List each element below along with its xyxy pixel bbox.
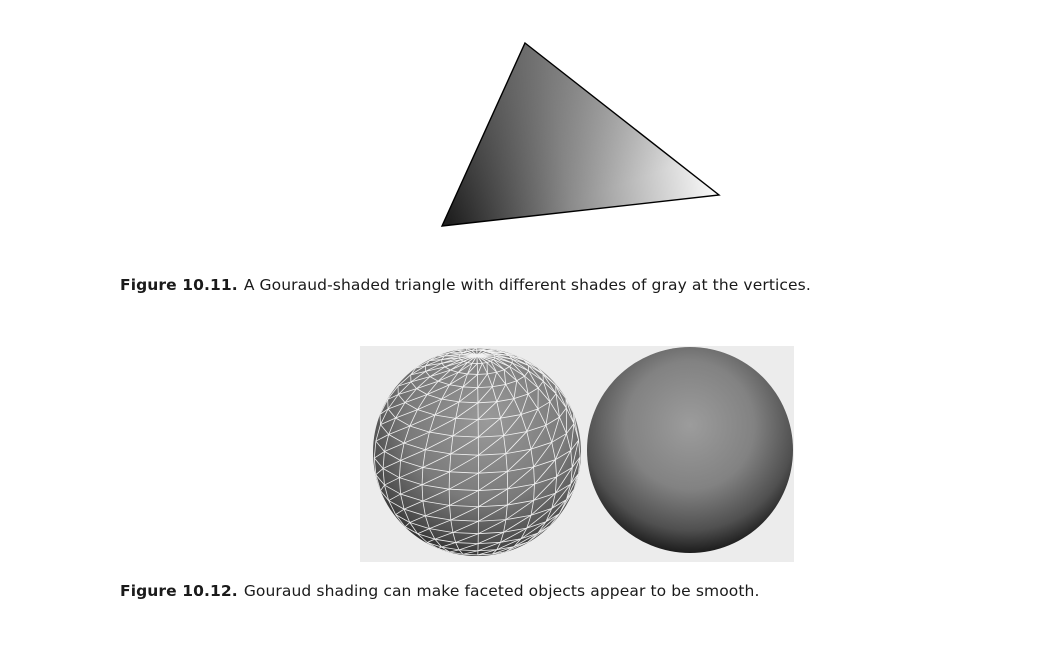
figure-label: Figure 10.11. xyxy=(120,276,238,294)
figure-caption-10-11 xyxy=(120,275,811,295)
spheres-figure xyxy=(360,346,794,562)
figure-caption-10-12 xyxy=(120,581,760,601)
figure-caption-text: A Gouraud-shaded triangle with different shades of gray at the vertices. xyxy=(243,276,811,294)
smooth-shaded-sphere xyxy=(587,347,793,553)
gouraud-triangle-figure xyxy=(430,30,730,240)
wireframe-edge xyxy=(487,362,488,373)
figure-label: Figure 10.12. xyxy=(120,582,238,600)
figure-caption-text: Gouraud shading can make faceted objects appear to be smooth. xyxy=(243,582,760,600)
